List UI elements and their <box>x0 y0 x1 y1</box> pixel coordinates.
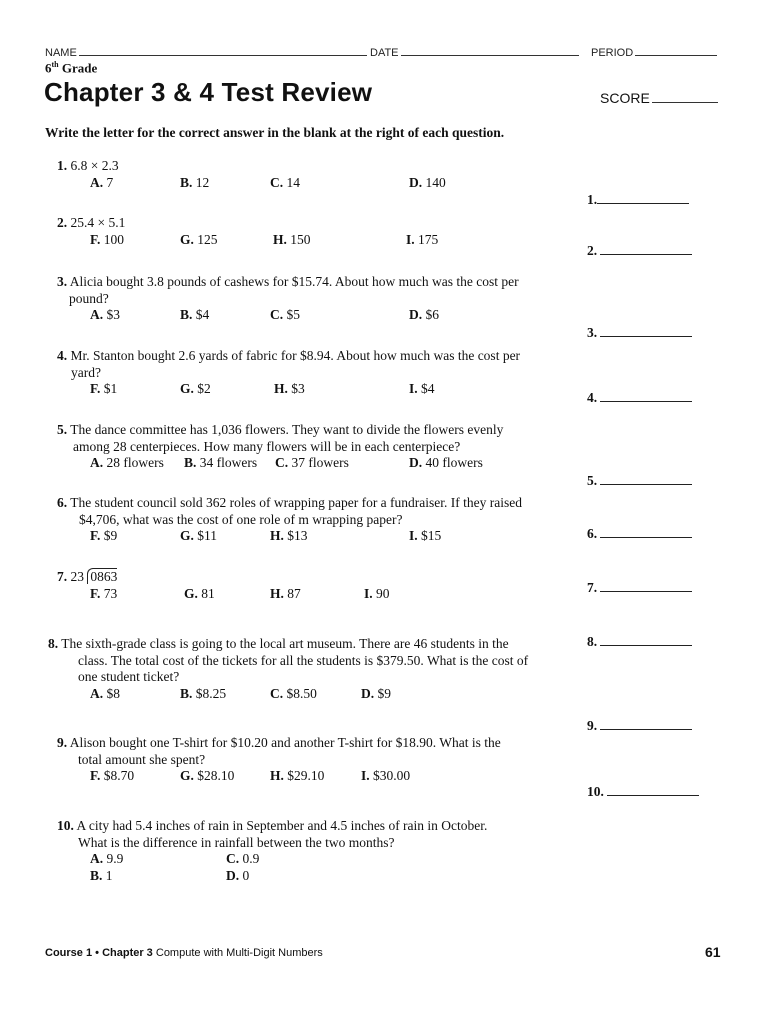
question-text: The student council sold 362 roles of wrapping paper for a fundraiser. If they raised <box>70 495 523 510</box>
date-field[interactable] <box>370 46 579 59</box>
footer-topic: Compute with Multi-Digit Numbers <box>155 947 323 959</box>
question-text: Mr. Stanton bought 2.6 yards of fabric for $8.94. About how much was the cost per <box>70 348 521 363</box>
choice-h[interactable]: H. $29.10 <box>270 768 325 783</box>
choice-a[interactable]: A. $8 <box>90 686 120 701</box>
choice-c[interactable]: C. $8.50 <box>270 686 317 701</box>
page-number: 61 <box>705 944 721 960</box>
question-number: 2. <box>57 215 68 230</box>
choice-h[interactable]: H. $3 <box>274 381 305 396</box>
question-text: Alison bought one T-shirt for $10.20 and another T-shirt for $18.90. What is the <box>69 735 501 750</box>
question-text-cont: $4,706, what was the cost of one role of m wrapping paper? <box>79 511 403 527</box>
question-7 <box>57 569 117 586</box>
choice-a[interactable]: A. 9.9 <box>90 851 124 866</box>
answer-blank-3[interactable]: 3. <box>587 325 692 341</box>
question-text-cont: one student ticket? <box>78 669 180 684</box>
answer-blank-10[interactable]: 10. <box>587 784 699 800</box>
answer-blank-5[interactable]: 5. <box>587 473 692 489</box>
choice-g[interactable]: G. $11 <box>180 528 218 543</box>
choice-f[interactable]: F. $8.70 <box>90 768 135 783</box>
choice-d[interactable]: D. $9 <box>361 686 391 701</box>
question-text: 6.8 × 2.3 <box>70 158 119 173</box>
choice-b[interactable]: B. $4 <box>180 307 210 322</box>
choice-f[interactable]: F. $1 <box>90 381 118 396</box>
name-blank[interactable] <box>79 46 367 56</box>
period-label: PERIOD <box>591 47 634 59</box>
choice-h[interactable]: H. 150 <box>273 232 311 247</box>
page-title: Chapter 3 & 4 Test Review <box>44 77 373 107</box>
question-text: Alicia bought 3.8 pounds of cashews for $15.74. About how much was the cost per <box>69 274 519 289</box>
question-8 <box>48 636 528 686</box>
footer-course: Course 1 <box>45 947 93 959</box>
choice-g[interactable]: G. 81 <box>184 586 215 601</box>
question-text-cont: yard? <box>71 364 101 380</box>
score-field[interactable] <box>600 90 718 106</box>
choice-h[interactable]: H. $13 <box>270 528 308 543</box>
question-text: 25.4 × 5.1 <box>70 215 126 230</box>
date-blank[interactable] <box>401 46 579 56</box>
period-field[interactable] <box>591 46 717 59</box>
question-2 <box>57 215 125 232</box>
question-number: 1. <box>57 158 68 173</box>
question-1 <box>57 158 119 175</box>
choice-g[interactable]: G. $2 <box>180 381 211 396</box>
choice-i[interactable]: I. 90 <box>364 586 390 601</box>
instructions: Write the letter for the correct answer in the blank at the right of each question. <box>45 125 505 140</box>
choice-d[interactable]: D. $6 <box>409 307 439 322</box>
question-text-cont: among 28 centerpieces. How many flowers will be in each centerpiece? <box>73 438 461 454</box>
choice-i[interactable]: I. $4 <box>409 381 435 396</box>
footer-chapter: Chapter 3 <box>102 947 153 959</box>
question-text-cont: total amount she spent? <box>78 751 206 767</box>
question-4 <box>57 348 520 381</box>
choice-b[interactable]: B. 34 flowers <box>184 455 258 470</box>
question-9 <box>57 735 501 768</box>
question-number: 6. <box>57 495 68 510</box>
question-number: 5. <box>57 422 68 437</box>
question-number: 7. <box>57 569 68 584</box>
footer-bullet: • <box>95 947 99 959</box>
question-number: 10. <box>57 818 74 833</box>
divisor: 23 <box>70 569 84 584</box>
choice-c[interactable]: C. 37 flowers <box>275 455 349 470</box>
choice-a[interactable]: A. 28 flowers <box>90 455 164 470</box>
answer-blank-7[interactable]: 7. <box>587 580 692 596</box>
answer-blank-2[interactable]: 2. <box>587 243 692 259</box>
answer-blank-1[interactable]: 1. <box>587 192 689 208</box>
choice-b[interactable]: B. 12 <box>180 175 210 190</box>
page-footer <box>45 947 323 959</box>
question-text-cont: class. The total cost of the tickets for all the students is $379.50. What is the cost of <box>78 652 529 668</box>
period-blank[interactable] <box>635 46 717 56</box>
question-number: 3. <box>57 274 68 289</box>
choice-b[interactable]: B. $8.25 <box>180 686 227 701</box>
answer-blank-9[interactable]: 9. <box>587 718 692 734</box>
choice-g[interactable]: G. $28.10 <box>180 768 235 783</box>
choice-i[interactable]: I. $15 <box>409 528 442 543</box>
choice-f[interactable]: F. 100 <box>90 232 125 247</box>
question-6 <box>57 495 522 528</box>
question-text-cont: pound? <box>69 290 109 306</box>
choice-c[interactable]: C. 14 <box>270 175 300 190</box>
question-number: 4. <box>57 348 68 363</box>
answer-blank-6[interactable]: 6. <box>587 526 692 542</box>
score-blank[interactable] <box>652 91 718 103</box>
question-10 <box>57 818 487 851</box>
question-number: 8. <box>48 636 59 651</box>
question-text-cont: What is the difference in rainfall between the two months? <box>78 834 395 850</box>
grade-label: 6th Grade <box>45 60 98 76</box>
choice-i[interactable]: I. 175 <box>406 232 439 247</box>
choice-a[interactable]: A. $3 <box>90 307 120 322</box>
question-5 <box>57 422 503 455</box>
choice-d[interactable]: D. 40 flowers <box>409 455 483 470</box>
name-field[interactable] <box>45 46 367 59</box>
choice-i[interactable]: I. $30.00 <box>361 768 411 783</box>
choice-f[interactable]: F. 73 <box>90 586 118 601</box>
choice-a[interactable]: A. 7 <box>90 175 114 190</box>
score-label: SCORE <box>600 90 650 106</box>
dividend: 0863 <box>87 568 117 584</box>
name-label: NAME <box>45 47 77 59</box>
question-text: A city had 5.4 inches of rain in September and 4.5 inches of rain in October. <box>76 818 488 833</box>
answer-blank-4[interactable]: 4. <box>587 390 692 406</box>
question-text: The sixth-grade class is going to the local art museum. There are 46 students in the <box>61 636 509 651</box>
choice-c[interactable]: C. $5 <box>270 307 300 322</box>
answer-blank-8[interactable]: 8. <box>587 634 692 650</box>
choice-d[interactable]: D. 0 <box>226 868 250 883</box>
question-text: The dance committee has 1,036 flowers. They want to divide the flowers evenly <box>70 422 504 437</box>
choice-h[interactable]: H. 87 <box>270 586 301 601</box>
choice-b[interactable]: B. 1 <box>90 868 113 883</box>
choice-g[interactable]: G. 125 <box>180 232 218 247</box>
choice-c[interactable]: C. 0.9 <box>226 851 260 866</box>
choice-d[interactable]: D. 140 <box>409 175 446 190</box>
choice-f[interactable]: F. $9 <box>90 528 118 543</box>
question-number: 9. <box>57 735 68 750</box>
date-label: DATE <box>370 47 399 59</box>
question-3 <box>57 274 519 307</box>
